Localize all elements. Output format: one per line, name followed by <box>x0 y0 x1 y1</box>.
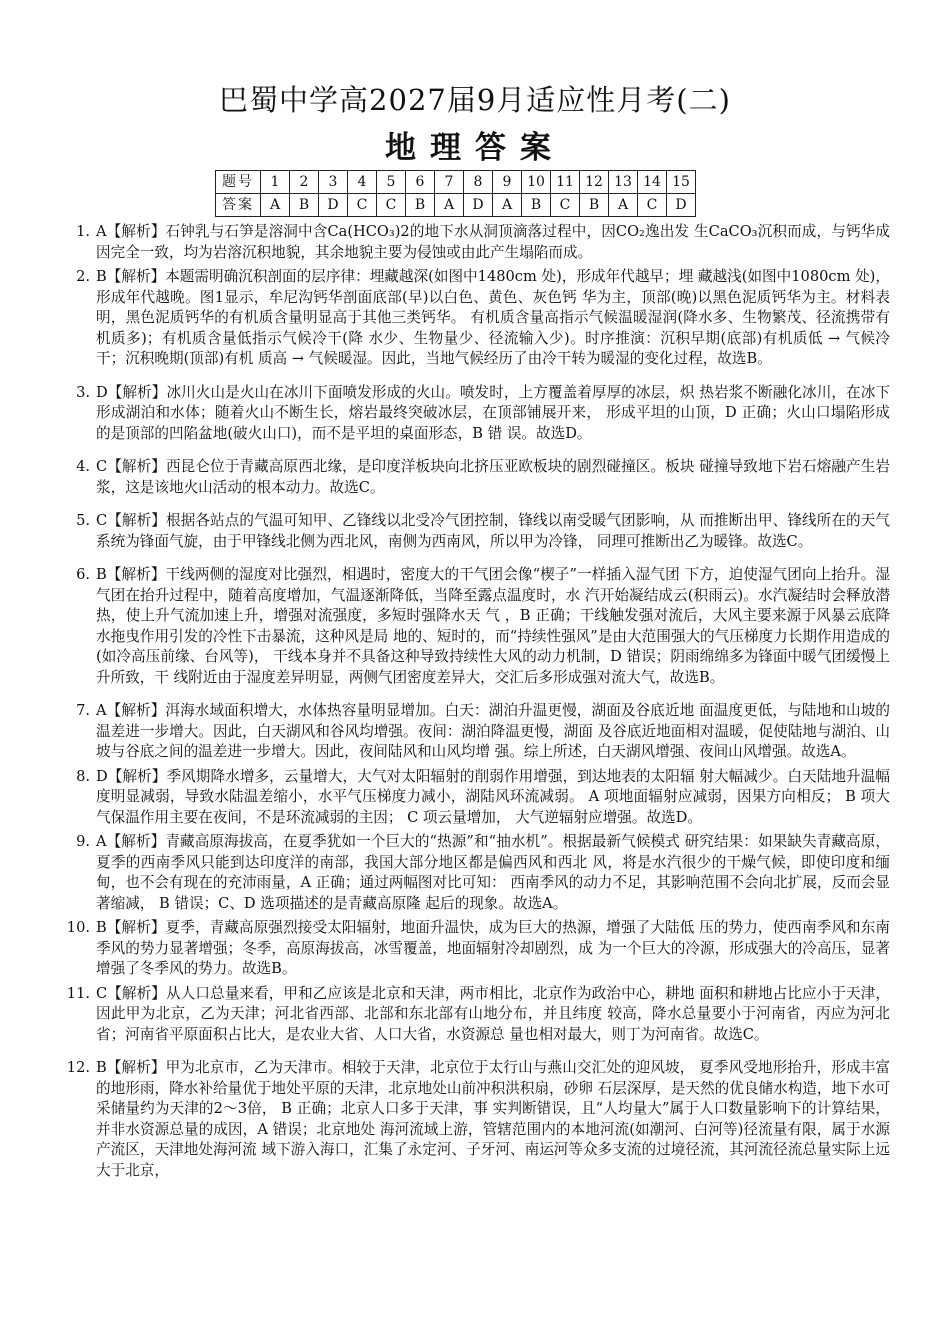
explanation-item <box>52 984 890 1046</box>
item-number: 4. <box>76 458 90 475</box>
explanation-item <box>52 457 890 498</box>
row-label: 答案 <box>216 194 261 217</box>
explanation-item <box>52 1058 890 1181</box>
answer-cell: A <box>493 194 522 217</box>
item-text: C【解析】根据各站点的气温可知甲、乙锋线以北受冷气团控制，锋线以南受暖气团影响，从 而推断出甲、锋线所在的天气系统为锋面气旋，由于甲锋线北侧为西北风，南侧为西南风，所以甲为冷锋， 同理可推断出乙为暖锋。故选C。 <box>96 512 890 550</box>
question-number: 2 <box>290 171 319 194</box>
question-number: 14 <box>638 171 667 194</box>
question-number: 11 <box>551 171 580 194</box>
question-number: 9 <box>493 171 522 194</box>
page-title: 巴蜀中学高2027届9月适应性月考(二) <box>219 83 731 117</box>
answer-cell: C <box>348 194 377 217</box>
answer-cell: A <box>609 194 638 217</box>
answer-cell: C <box>377 194 406 217</box>
answer-cell: C <box>638 194 667 217</box>
explanation-item <box>52 918 890 980</box>
answer-table <box>215 170 696 217</box>
answer-cell: D <box>667 194 696 217</box>
question-number: 1 <box>261 171 290 194</box>
explanation-item <box>52 267 890 370</box>
question-number: 5 <box>377 171 406 194</box>
row-label: 题号 <box>216 171 261 194</box>
explanation-item <box>52 832 890 914</box>
item-text: B【解析】本题需明确沉积剖面的层序律：埋藏越深(如图中1480cm 处)，形成年代越早；埋 藏越浅(如图中1080cm 处)，形成年代越晚。图1显示，牟尼沟钙华剖面底部(早)以白色、黄色、灰色钙 华为主，顶部(晚)以黑色泥质钙华为主。材料表明，黑色泥质钙华的有机质含量明显高于其他三类钙华。 有机质含量高指示气候温暖湿润(降水多、生物繁茂、径流携带有机质多)；有机质含量低指示气候冷干(降 水少、生物量少、径流输入少)。时序推演：沉积早期(底部)有机质低 → 气候冷干；沉积晚期(顶部)有机 质高 → 气候暖湿。因此，当地气候经历了由冷干转为暖湿的变化过程，故选B。 <box>96 268 890 367</box>
question-number: 8 <box>464 171 493 194</box>
item-text: A【解析】洱海水域面积增大，水体热容量明显增加。白天：湖泊升温更慢，湖面及谷底近地 面温度更低，与陆地和山坡的温差进一步增大。因此，白天湖风和谷风均增强。夜间：湖泊降温更慢，湖面 及谷底近地面相对温暖，促使陆地与湖泊、山坡与谷底之间的温差进一步增大。因此，夜间陆风和山风均增 强。综上所述，白天湖风增强、夜间山风增强。故选A。 <box>96 702 890 760</box>
answer-table-answer-row <box>216 194 696 217</box>
question-number: 4 <box>348 171 377 194</box>
item-number: 5. <box>76 512 90 529</box>
item-number: 10. <box>66 919 90 936</box>
explanation-item <box>52 383 890 445</box>
item-text: C【解析】从人口总量来看，甲和乙应该是北京和天津，两市相比，北京作为政治中心，耕地 面积和耕地占比应小于天津，因此甲为北京，乙为天津；河北省西部、北部和东北部有山地分布，并且纬度 较高，降水总量要小于河南省，丙应为河北省；河南省平原面积占比大，是农业大省、人口大省，水资源总 量也相对最大，则丁为河南省。故选C。 <box>96 984 890 1043</box>
explanation-item <box>52 767 890 829</box>
question-number: 7 <box>435 171 464 194</box>
answer-cell: B <box>290 194 319 217</box>
item-number: 8. <box>76 767 90 785</box>
question-number: 13 <box>609 171 638 194</box>
answer-cell: A <box>261 194 290 217</box>
explanation-item <box>52 511 890 552</box>
item-text: A【解析】青藏高原海拔高，在夏季犹如一个巨大的“热源”和“抽水机”。根据最新气候模式 研究结果：如果缺失青藏高原，夏季的西南季风只能到达印度洋的南部，我国大部分地区都是偏西风和西北 风，将是水汽很少的干燥气候，即使印度和缅甸，也不会有现在的充沛雨量，A 正确；通过两幅图对比可知： 西南季风的动力不足，其影响范围不会向北扩展，反而会显著缩减， B 错误；C、D 选项描述的是青藏高原隆 起后的现象。故选A。 <box>96 833 890 912</box>
item-number: 11. <box>66 984 90 1002</box>
answer-cell: C <box>551 194 580 217</box>
answer-cell: A <box>435 194 464 217</box>
answer-table-number-row <box>216 171 696 194</box>
question-number: 12 <box>580 171 609 194</box>
question-number: 6 <box>406 171 435 194</box>
item-text: B【解析】干线两侧的湿度对比强烈，相遇时，密度大的干气团会像“楔子”一样插入湿气团 下方，迫使湿气团向上抬升。湿气团在抬升过程中，随着高度增加，气温逐渐降低，当降至露点温度时，水 汽开始凝结成云(积雨云)。水汽凝结时会释放潜热，使上升气流加速上升，增强对流强度，多短时强降水天 气 ，B 正确；干线触发强对流后，大风主要来源于风暴云底降水拖曳作用引发的冷性下击暴流，这种风是局 地的、短时的，而“持续性强风”是由大范围强大的气压梯度力长期作用造成的(如冷高压前缘、台风等)， 干线本身并不具备这种导致持续性大风的动力机制，D 错误；阴雨绵绵多为锋面中暖气团缓慢上升所致，干 线附近由于湿度差异明显，两侧气团密度差异大，交汇后多形成强对流大气，故选B。 <box>96 566 890 686</box>
item-number: 6. <box>76 566 90 583</box>
item-text: B【解析】甲为北京市，乙为天津市。相较于天津，北京位于太行山与燕山交汇处的迎风坡， 夏季风受地形抬升，形成丰富的地形雨，降水补给量优于地处平原的天津，北京地处山前冲积洪积扇，砂卵 石层深厚，是天然的优良储水构造，地下水可采储量约为天津的2～3倍， B 正确；北京人口多于天津，事 实判断错误，且“人均量大”属于人口数量影响下的计算结果，并非水资源总量的成因，A 错误；北京地处 海河流域上游，管辖范围内的本地河流(如潮河、白河等)径流量有限，属于水源产流区，天津地处海河流 域下游入海口，汇集了永定河、子牙河、南运河等众多支流的过境径流，其河流径流总量实际上远大于北京， <box>96 1059 890 1179</box>
page-subtitle: 地理答案 <box>385 130 565 166</box>
item-number: 9. <box>76 833 90 850</box>
answer-cell: B <box>406 194 435 217</box>
item-number: 2. <box>76 268 90 285</box>
question-number: 3 <box>319 171 348 194</box>
item-number: 12. <box>66 1059 90 1076</box>
item-text: D【解析】冰川火山是火山在冰川下面喷发形成的火山。喷发时，上方覆盖着厚厚的冰层，炽 热岩浆不断融化冰川，在冰下形成湖泊和水体；随着火山不断生长，熔岩最终突破冰层，在顶部铺展开来， 形成平坦的山顶，D 正确；火山口塌陷形成的是顶部的凹陷盆地(破火山口)，而不是平坦的桌面形态，B 错 误。故选D。 <box>96 383 890 442</box>
answer-cell: B <box>522 194 551 217</box>
explanation-item <box>52 701 890 763</box>
item-text: D【解析】季风期降水增多，云量增大，大气对太阳辐射的削弱作用增强，到达地表的太阳辐 射大幅减少。白天陆地升温幅度明显减弱，导致水陆温差缩小，水平气压梯度力减小，湖陆风环流减弱。 A 项地面辐射应减弱，因果方向相反； B 项大气保温作用主要在夜间，不是环流减弱的主因； C 项云量增加， 大气逆辐射应增强。故选D。 <box>96 767 890 826</box>
explanation-item <box>52 222 890 263</box>
answer-cell: D <box>464 194 493 217</box>
item-text: B【解析】夏季，青藏高原强烈接受太阳辐射，地面升温快，成为巨大的热源，增强了大陆低 压的势力，使西南季风和东南季风的势力显著增强；冬季，高原海拔高，冰雪覆盖，地面辐射冷却剧烈，成 为一个巨大的冷源，形成强大的冷高压，显著增强了冬季风的势力。故选B。 <box>96 919 890 977</box>
explanation-list <box>52 222 890 1194</box>
item-text: C【解析】西昆仑位于青藏高原西北缘，是印度洋板块向北挤压亚欧板块的剧烈碰撞区。板块 碰撞导致地下岩石熔融产生岩浆，这是该地火山活动的根本动力。故选C。 <box>96 458 890 496</box>
item-number: 3. <box>76 383 90 401</box>
question-number: 10 <box>522 171 551 194</box>
explanation-item <box>52 565 890 688</box>
answer-cell: D <box>319 194 348 217</box>
answer-cell: B <box>580 194 609 217</box>
question-number: 15 <box>667 171 696 194</box>
item-number: 1. <box>76 223 90 240</box>
item-number: 7. <box>76 702 90 719</box>
item-text: A【解析】石钟乳与石笋是溶洞中含Ca(HCO₃)2的地下水从洞顶滴落过程中，因CO₂逸出发 生CaCO₃沉积而成，与钙华成因完全一致，均为岩溶沉积地貌，其余地貌主要为侵蚀或由此产生塌陷而成。 <box>96 223 890 261</box>
